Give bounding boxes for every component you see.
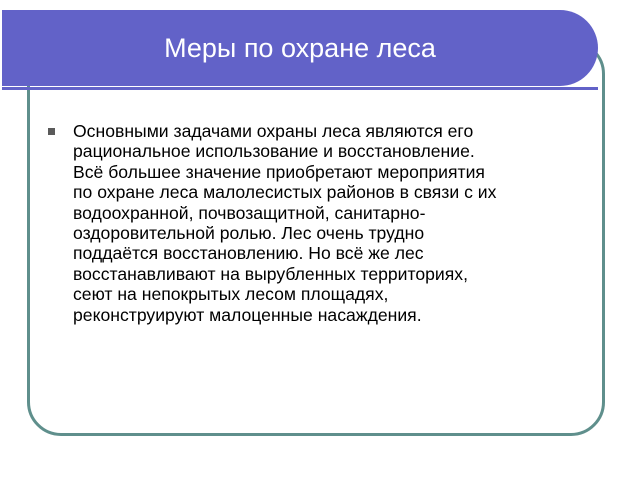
- bullet-item: [48, 121, 578, 325]
- bullet-line: Всё большее значение приобретают мероприятия: [73, 161, 485, 182]
- square-bullet-icon: [48, 128, 55, 135]
- bullet-text: [73, 121, 578, 325]
- bullet-line: реконструируют малоценные насаждения.: [73, 304, 422, 325]
- bullet-line: по охране леса малолесистых районов в связи с их: [73, 182, 497, 203]
- bullet-line: Основными задачами охраны леса являются его: [73, 121, 474, 141]
- bullet-line: оздоровительной ролью. Лес очень трудно: [73, 223, 425, 244]
- bullet-line: водоохранной, почвозащитной, санитарно-: [73, 202, 426, 223]
- bullet-line: сеют на непокрытых лесом площадях,: [73, 284, 389, 305]
- title-underline: [2, 87, 598, 90]
- bullet-line: восстанавливают на вырубленных территориях,: [73, 263, 468, 284]
- bullet-list: [48, 121, 578, 325]
- slide-title: Меры по охране леса: [164, 32, 436, 63]
- bullet-line: поддаётся восстановлению. Но всё же лес: [73, 243, 424, 264]
- bullet-line: рациональное использование и восстановление.: [73, 141, 475, 162]
